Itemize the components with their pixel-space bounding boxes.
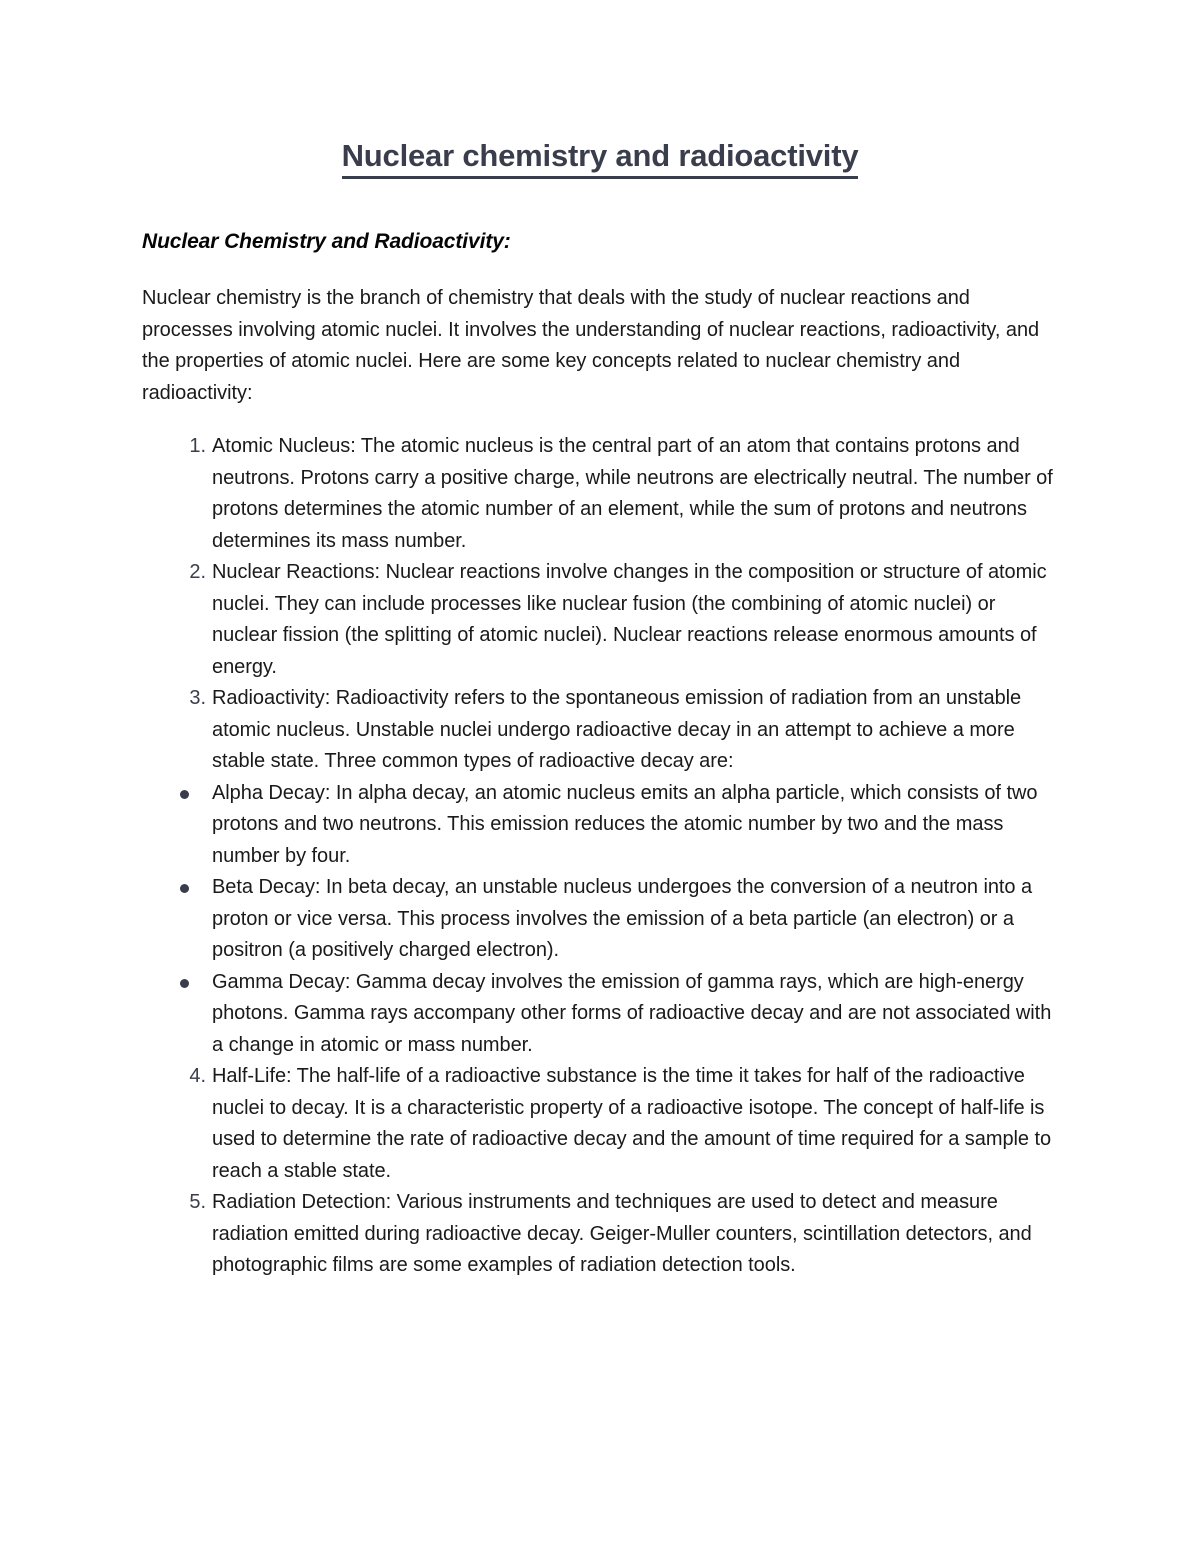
list-item xyxy=(142,1187,1058,1282)
list-item xyxy=(142,431,1058,557)
list-item xyxy=(142,1061,1058,1187)
bullet-icon xyxy=(180,979,189,988)
list-item xyxy=(142,683,1058,778)
list-item xyxy=(142,778,1058,873)
page-title xyxy=(142,0,1058,171)
list-item-text: Radiation Detection: Various instruments and techniques are used to detect and measure radiation emitted during radioactive decay. Geiger-Muller counters, scintillation detectors, and photographic films are some examples of radiation detection tools. xyxy=(212,1191,1032,1277)
bullet-icon xyxy=(180,790,189,799)
list-item-text: Radioactivity: Radioactivity refers to the spontaneous emission of radiation from an unstable atomic nucleus. Unstable nuclei undergo radioactive decay in an attempt to achieve a more stable state. Three common types of radioactive decay are: xyxy=(212,687,1022,773)
list-item-number: 3. xyxy=(189,687,206,710)
section-subheading: Nuclear Chemistry and Radioactivity: xyxy=(142,230,511,253)
list-item-text: Beta Decay: In beta decay, an unstable nucleus undergoes the conversion of a neutron into a proton or vice versa. This process involves the emission of a beta particle (an electron) or a positron (a positively charged electron). xyxy=(212,876,1033,962)
list-item xyxy=(142,872,1058,967)
list-item-text: Alpha Decay: In alpha decay, an atomic nucleus emits an alpha particle, which consists of two protons and two neutrons. This emission reduces the atomic number by two and the mass number by four. xyxy=(212,781,1038,867)
list-item-number: 1. xyxy=(189,435,206,458)
bullet-icon xyxy=(180,884,189,893)
list-item-text: Atomic Nucleus: The atomic nucleus is the central part of an atom that contains protons and neutrons. Protons carry a positive charge, while neutrons are electrically neutral. The number of protons determines the atomic number of an element, while the sum of protons and neutrons determines its mass number. xyxy=(212,435,1053,552)
list-item-text: Half-Life: The half-life of a radioactive substance is the time it takes for half of the radioactive nuclei to decay. It is a characteristic property of a radioactive isotope. The concept of half-life is used to determine the rate of radioactive decay and the amount of time required for a sample to reach a stable state. xyxy=(212,1065,1052,1182)
list-item-number: 5. xyxy=(189,1191,206,1214)
page-title-text: Nuclear chemistry and radioactivity xyxy=(342,138,859,179)
list-item-text: Gamma Decay: Gamma decay involves the emission of gamma rays, which are high-energy photons. Gamma rays accompany other forms of radioactive decay and are not associated with a change in atomic or mass number. xyxy=(212,970,1052,1056)
concepts-list xyxy=(142,409,1058,1282)
list-item xyxy=(142,967,1058,1062)
list-item-text: Nuclear Reactions: Nuclear reactions involve changes in the composition or structure of atomic nuclei. They can include processes like nuclear fusion (the combining of atomic nuclei) or nuclear fission (the splitting of atomic nuclei). Nuclear reactions release enormous amounts of energy. xyxy=(212,561,1047,678)
list-item-number: 4. xyxy=(189,1065,206,1088)
list-item-number: 2. xyxy=(189,561,206,584)
list-item xyxy=(142,557,1058,683)
intro-paragraph: Nuclear chemistry is the branch of chemistry that deals with the study of nuclear reactions and processes involving atomic nuclei. It involves the understanding of nuclear reactions, radioactivity, and the properties of atomic nuclei. Here are some key concepts related to nuclear chemistry and radioactivity: xyxy=(142,287,1040,404)
